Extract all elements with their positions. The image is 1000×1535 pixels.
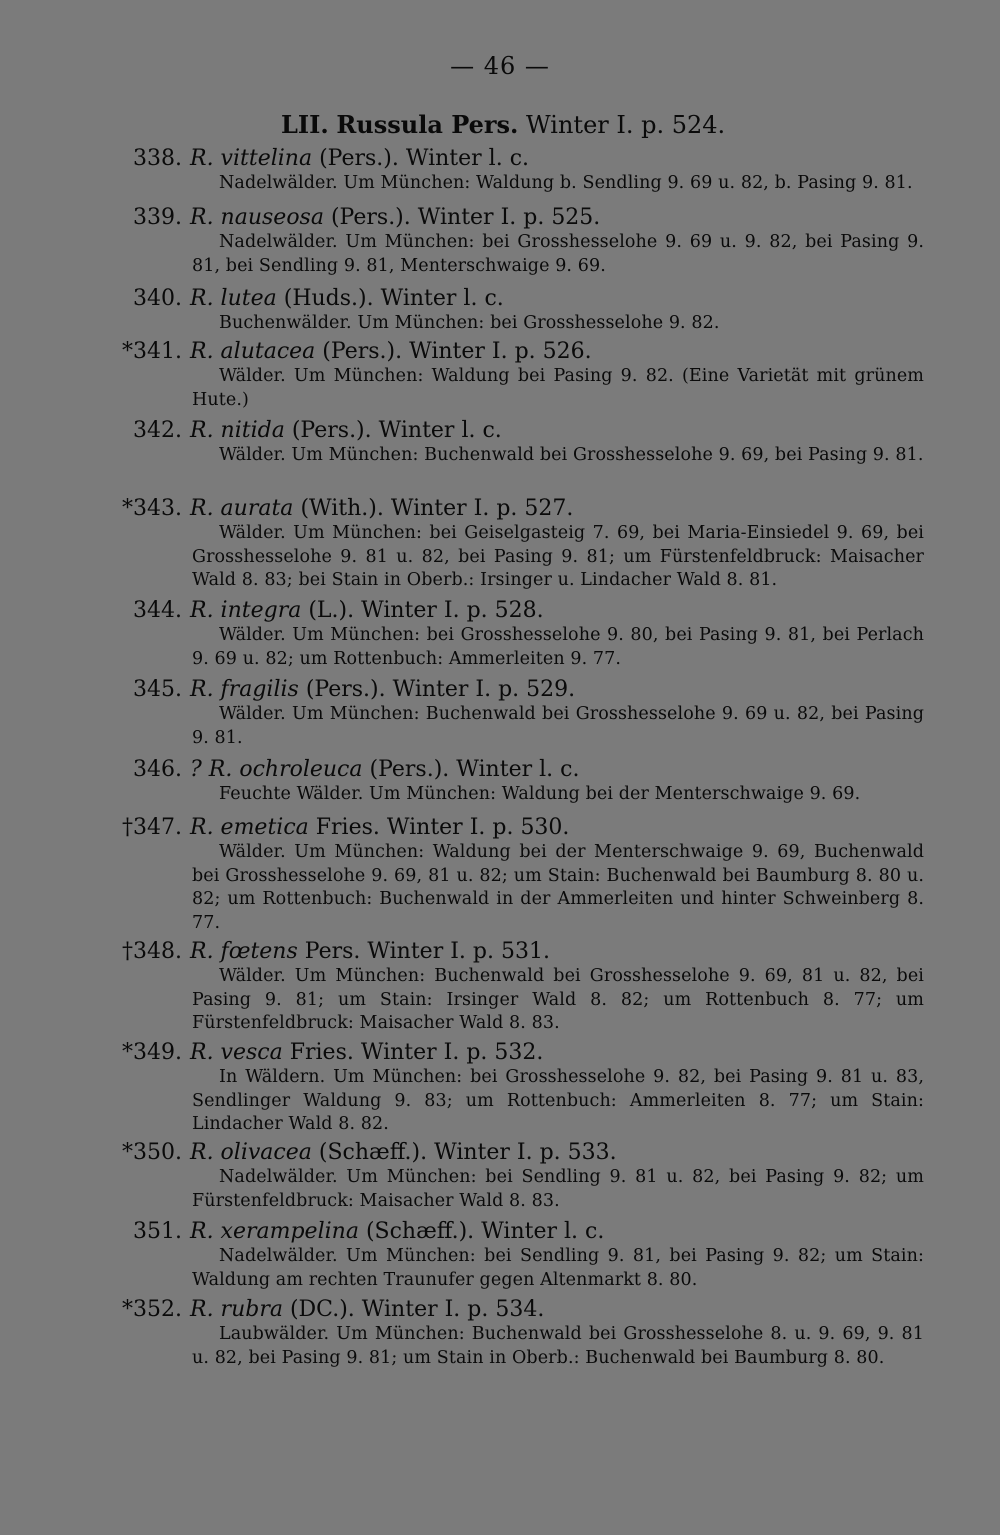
entry-text: Wälder. Um München: Buchenwald bei Grosshesselohe 9. 69, bei Pasing 9. 81. — [219, 445, 924, 465]
species-name: R. olivacea — [190, 1140, 312, 1165]
entry-number: *343. — [122, 496, 182, 521]
species-name: R. xerampelina — [190, 1219, 359, 1244]
species-name: R. alutacea — [190, 339, 316, 364]
species-reference: Winter l. c. — [405, 146, 530, 171]
species-name: R. integra — [190, 598, 302, 623]
species-reference: Winter I. p. 533. — [434, 1140, 617, 1165]
entry-number: †348. — [122, 939, 182, 964]
species-name: R. vesca — [190, 1040, 283, 1065]
species-reference: Winter I. p. 532. — [360, 1040, 544, 1065]
species-author: Fries. — [289, 1040, 354, 1065]
species-reference: Winter I. p. 531. — [367, 939, 550, 964]
species-reference: Winter I. p. 529. — [392, 677, 576, 702]
entry-number: *352. — [122, 1297, 182, 1322]
species-author: (Pers.). — [369, 757, 450, 782]
species-name: ? R. ochroleuca — [190, 757, 363, 782]
species-reference: Winter l. c. — [378, 418, 502, 443]
entry-text: Wälder. Um München: bei Geiselgasteig 7. 69, bei Maria-Einsiedel 9. 69, bei Grosshesselohe 9. 81 u. 82, bei Pasing 9. 81; um Fürstenfeldbruck: Maisacher Wald 8. 83; bei Stain in Oberb.: Irsinger u. Lindacher Wald 8. 81. — [192, 523, 924, 590]
species-name: R. nauseosa — [190, 205, 324, 230]
species-author: Pers. — [304, 939, 361, 964]
species-reference: Winter I. p. 527. — [390, 496, 574, 521]
species-reference: Winter I. p. 530. — [386, 815, 570, 840]
section-heading — [281, 110, 725, 139]
section-numeral: LII. — [281, 110, 329, 139]
entry-heading — [190, 339, 592, 364]
species-reference: Winter l. c. — [456, 757, 580, 782]
entry-text: Wälder. Um München: Buchenwald bei Grosshesselohe 9. 69, 81 u. 82, bei Pasing 9. 81; um Stain: Irsinger Wald 8. 82; um Rottenbuch 8. 77; um Fürstenfeldbruck: Maisacher Wald 8. 83. — [192, 966, 924, 1033]
entry-number: 339. — [133, 205, 182, 230]
entry-text: Wälder. Um München: Waldung bei der Menterschwaige 9. 69, Buchenwald bei Grosshesselohe 9. 69, 81 u. 82; um Stain: Buchenwald bei Baumburg 8. 80 u. 82; um Rottenbuch: Buchenwald in der Ammerleiten und hinter Schweinberg 8. 77. — [192, 842, 924, 933]
entry-text: In Wäldern. Um München: bei Grosshesselohe 9. 82, bei Pasing 9. 81 u. 83, Sendlinger Waldung 9. 83; um Rottenbuch: Ammerleiten 8. 77; um Stain: Lindacher Wald 8. 82. — [192, 1067, 924, 1134]
entry-text: Nadelwälder. Um München: bei Sendling 9. 81 u. 82, bei Pasing 9. 82; um Fürstenfeldbruck: Maisacher Wald 8. 83. — [192, 1167, 924, 1211]
entry-text: Wälder. Um München: Waldung bei Pasing 9. 82. (Eine Varietät mit grünem Hute.) — [192, 366, 924, 410]
species-author: (DC.). — [289, 1297, 355, 1322]
species-author: Fries. — [315, 815, 380, 840]
entry-number: 338. — [133, 146, 182, 171]
entry-text: Wälder. Um München: Buchenwald bei Grosshesselohe 9. 69 u. 82, bei Pasing 9. 81. — [192, 704, 924, 748]
species-author: (Schæff.). — [318, 1140, 428, 1165]
species-author: (Huds.). — [283, 286, 374, 311]
entry-heading — [190, 757, 579, 782]
entry-heading — [190, 1219, 604, 1244]
species-reference: Winter l. c. — [380, 286, 504, 311]
section-reference: Winter I. p. 524. — [526, 111, 726, 139]
entry-heading — [190, 1140, 617, 1165]
entry-text: Wälder. Um München: bei Grosshesselohe 9. 80, bei Pasing 9. 81, bei Perlach 9. 69 u. 82; um Rottenbuch: Ammerleiten 9. 77. — [192, 625, 924, 669]
entry-heading — [190, 598, 544, 623]
entry-number: †347. — [122, 815, 182, 840]
species-name: R. nitida — [190, 418, 285, 443]
entry-number: 346. — [133, 757, 182, 782]
species-author: (Pers.). — [322, 339, 403, 364]
entry-heading — [190, 205, 600, 230]
species-author: (L.). — [308, 598, 355, 623]
entry-heading — [190, 418, 502, 443]
species-reference: Winter I. p. 525. — [417, 205, 601, 230]
entry-text: Nadelwälder. Um München: bei Grosshesselohe 9. 69 u. 9. 82, bei Pasing 9. 81, bei Sendling 9. 81, Menterschwaige 9. 69. — [192, 232, 924, 276]
entry-number: *350. — [122, 1140, 182, 1165]
species-name: R. lutea — [190, 286, 277, 311]
species-reference: Winter I. p. 534. — [361, 1297, 545, 1322]
entry-number: *349. — [122, 1040, 182, 1065]
entry-heading — [190, 1040, 543, 1065]
entry-heading — [190, 496, 573, 521]
species-reference: Winter l. c. — [481, 1219, 605, 1244]
species-author: (Pers.). — [330, 205, 411, 230]
entry-number: 340. — [133, 286, 182, 311]
entry-number: 342. — [133, 418, 182, 443]
genus-name: Russula Pers. — [336, 110, 519, 139]
species-author: (Schæff.). — [365, 1219, 475, 1244]
species-reference: Winter I. p. 526. — [409, 339, 592, 364]
entry-text: Nadelwälder. Um München: Waldung b. Sendling 9. 69 u. 82, b. Pasing 9. 81. — [219, 173, 913, 193]
entry-text: Buchenwälder. Um München: bei Grosshesselohe 9. 82. — [219, 313, 720, 333]
entry-text: Feuchte Wälder. Um München: Waldung bei der Menterschwaige 9. 69. — [219, 784, 861, 804]
page-number: — 46 — — [450, 52, 550, 80]
species-name: R. fragilis — [190, 677, 299, 702]
species-name: R. aurata — [190, 496, 294, 521]
entry-heading — [190, 815, 569, 840]
species-name: R. rubra — [190, 1297, 283, 1322]
entry-number: 344. — [133, 598, 182, 623]
entry-text: Laubwälder. Um München: Buchenwald bei Grosshesselohe 8. u. 9. 69, 9. 81 u. 82, bei Pasing 9. 81; um Stain in Oberb.: Buchenwald bei Baumburg 8. 80. — [192, 1324, 924, 1368]
species-author: (Pers.). — [291, 418, 372, 443]
entry-number: 345. — [133, 677, 182, 702]
species-name: R. vittelina — [190, 146, 313, 171]
entry-heading — [190, 939, 550, 964]
entry-number: 351. — [133, 1219, 182, 1244]
species-name: R. fœtens — [190, 939, 298, 964]
entry-heading — [190, 146, 529, 171]
species-name: R. emetica — [190, 815, 309, 840]
species-author: (Pers.). — [319, 146, 399, 171]
species-author: (With.). — [300, 496, 384, 521]
species-reference: Winter I. p. 528. — [361, 598, 544, 623]
entry-heading — [190, 677, 575, 702]
entry-heading — [190, 286, 504, 311]
entry-number: *341. — [122, 339, 182, 364]
entry-text: Nadelwälder. Um München: bei Sendling 9. 81, bei Pasing 9. 82; um Stain: Waldung am rechten Traunufer gegen Altenmarkt 8. 80. — [192, 1246, 924, 1290]
entry-heading — [190, 1297, 544, 1322]
species-author: (Pers.). — [305, 677, 386, 702]
